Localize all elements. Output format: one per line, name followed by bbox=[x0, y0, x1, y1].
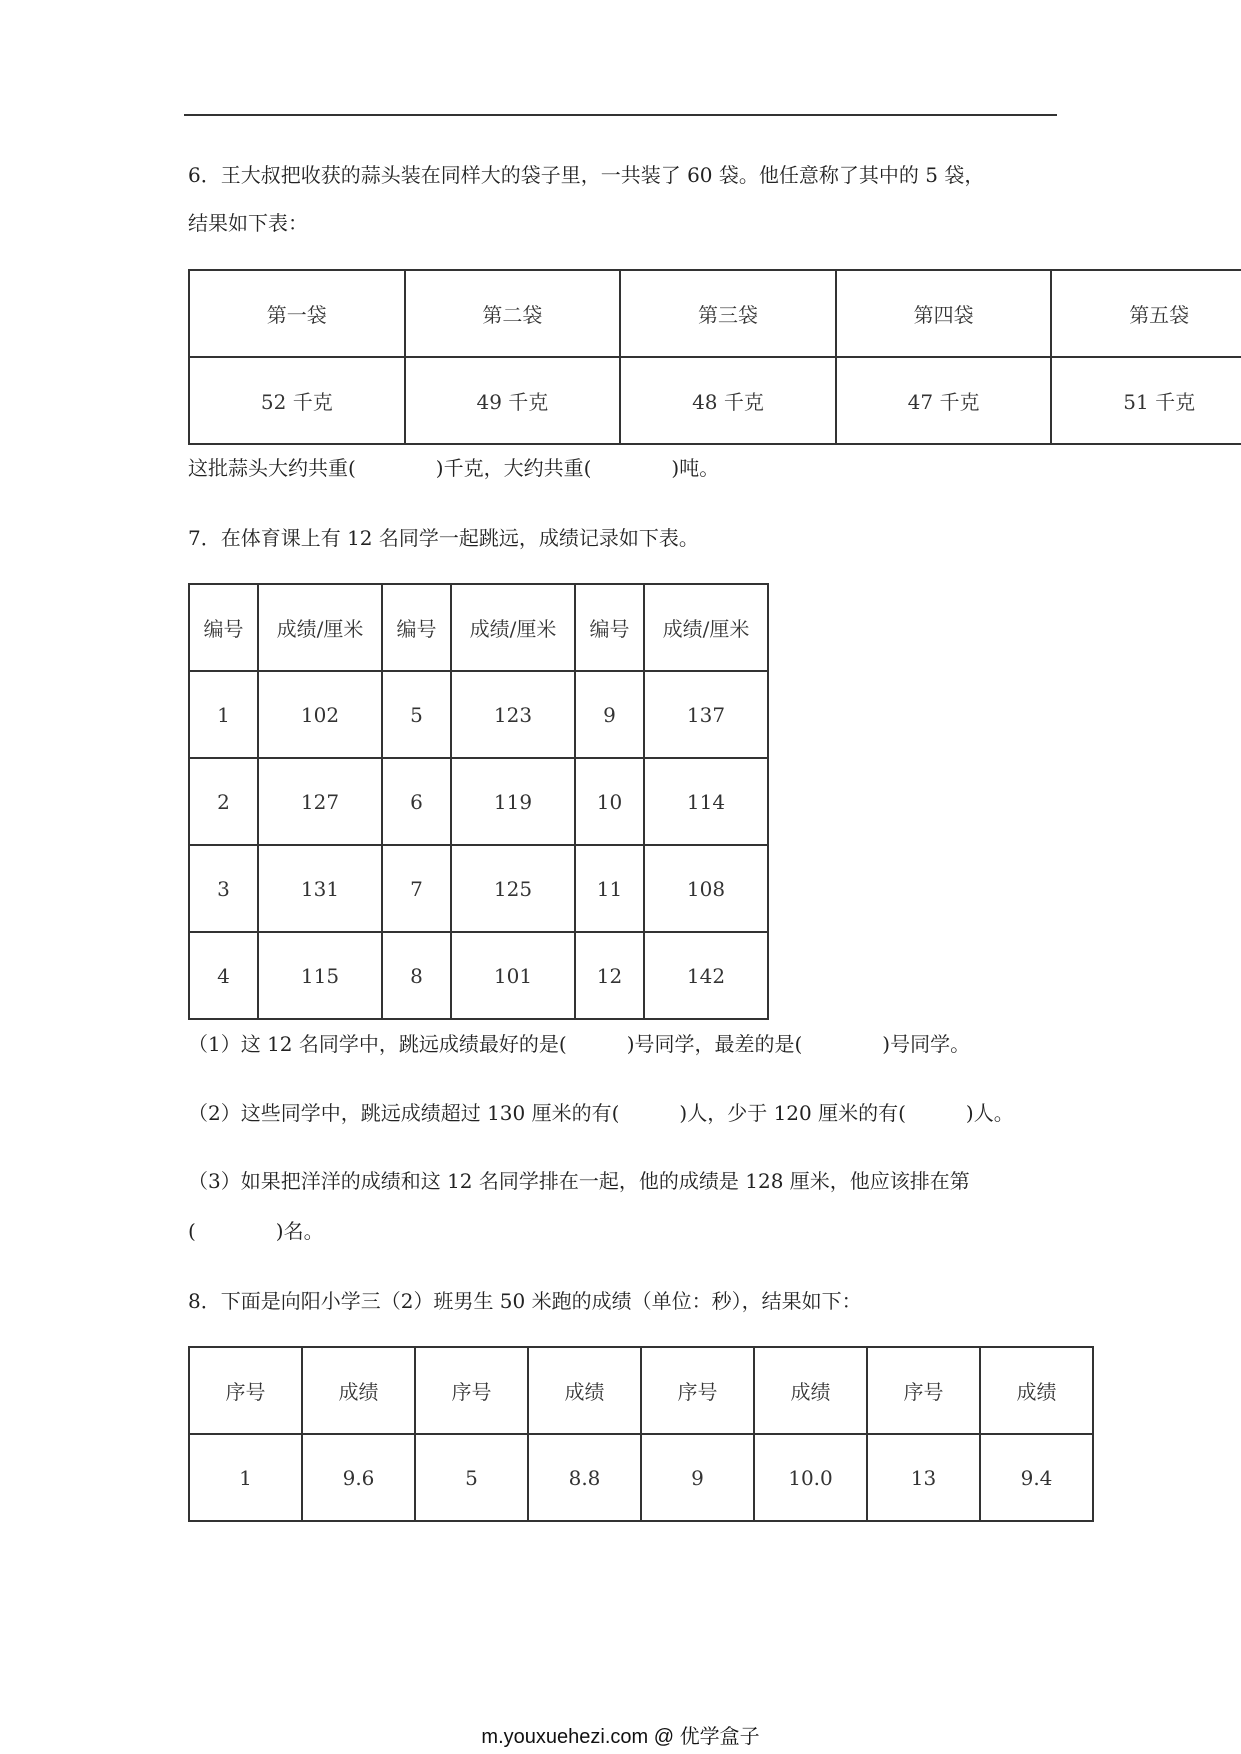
q7-cell: 2 bbox=[189, 758, 258, 845]
q7-table-row bbox=[189, 758, 768, 845]
q7-header-score: 成绩/厘米 bbox=[644, 584, 768, 671]
footer-watermark: m.youxuehezi.com @ 优学盒子 bbox=[481, 1726, 760, 1748]
q6-answer-line: 这批蒜头大约共重( )千克，大约共重( )吨。 bbox=[188, 456, 720, 480]
q8-cell: 8.8 bbox=[528, 1434, 641, 1521]
q7-header-score: 成绩/厘米 bbox=[258, 584, 382, 671]
q7-sub3-line2: ( )名。 bbox=[188, 1219, 324, 1243]
q8-cell: 9 bbox=[641, 1434, 754, 1521]
q8-intro: 8．下面是向阳小学三（2）班男生 50 米跑的成绩（单位：秒），结果如下： bbox=[188, 1289, 862, 1313]
q7-table bbox=[188, 583, 769, 1020]
q8-header-no: 序号 bbox=[641, 1347, 754, 1434]
q6-value-cell: 48 千克 bbox=[620, 357, 836, 444]
q6-header-cell: 第四袋 bbox=[836, 270, 1052, 357]
q7-cell: 115 bbox=[258, 932, 382, 1019]
q7-cell: 125 bbox=[451, 845, 575, 932]
q8-cell: 9.4 bbox=[980, 1434, 1093, 1521]
q7-cell: 6 bbox=[382, 758, 451, 845]
q7-cell: 1 bbox=[189, 671, 258, 758]
q7-cell: 10 bbox=[575, 758, 644, 845]
q7-sub2: （2）这些同学中，跳远成绩超过 130 厘米的有( )人，少于 120 厘米的有( )人。 bbox=[188, 1101, 1014, 1125]
q8-header-no: 序号 bbox=[867, 1347, 980, 1434]
q7-cell: 123 bbox=[451, 671, 575, 758]
q7-cell: 8 bbox=[382, 932, 451, 1019]
q7-cell: 131 bbox=[258, 845, 382, 932]
q8-cell: 9.6 bbox=[302, 1434, 415, 1521]
q6-table bbox=[188, 269, 1241, 445]
q7-table-row bbox=[189, 845, 768, 932]
q7-header-no: 编号 bbox=[575, 584, 644, 671]
q7-intro: 7．在体育课上有 12 名同学一起跳远，成绩记录如下表。 bbox=[188, 526, 699, 550]
q8-cell: 10.0 bbox=[754, 1434, 867, 1521]
q7-cell: 5 bbox=[382, 671, 451, 758]
q6-text-line2: 结果如下表： bbox=[188, 211, 308, 235]
q7-cell: 137 bbox=[644, 671, 768, 758]
q7-cell: 4 bbox=[189, 932, 258, 1019]
q7-header-no: 编号 bbox=[382, 584, 451, 671]
q7-sub3-line1: （3）如果把洋洋的成绩和这 12 名同学排在一起，他的成绩是 128 厘米，他应该排在第 bbox=[188, 1169, 970, 1193]
q6-header-cell: 第二袋 bbox=[405, 270, 621, 357]
q8-cell: 5 bbox=[415, 1434, 528, 1521]
q7-cell: 127 bbox=[258, 758, 382, 845]
q6-text-line1: 6．王大叔把收获的蒜头装在同样大的袋子里，一共装了 60 袋。他任意称了其中的 5 袋， bbox=[188, 163, 985, 187]
q6-value-cell: 52 千克 bbox=[189, 357, 405, 444]
q8-header-no: 序号 bbox=[189, 1347, 302, 1434]
header-rule bbox=[184, 114, 1057, 116]
q6-value-cell: 49 千克 bbox=[405, 357, 621, 444]
q7-cell: 3 bbox=[189, 845, 258, 932]
q8-header-score: 成绩 bbox=[302, 1347, 415, 1434]
q8-cell: 1 bbox=[189, 1434, 302, 1521]
q7-cell: 114 bbox=[644, 758, 768, 845]
q8-header-score: 成绩 bbox=[980, 1347, 1093, 1434]
q8-value-row bbox=[189, 1434, 1093, 1521]
q6-value-cell: 51 千克 bbox=[1051, 357, 1241, 444]
q7-table-row bbox=[189, 932, 768, 1019]
q7-cell: 12 bbox=[575, 932, 644, 1019]
q7-sub1: （1）这 12 名同学中，跳远成绩最好的是( )号同学，最差的是( )号同学。 bbox=[188, 1032, 971, 1056]
q8-header-score: 成绩 bbox=[528, 1347, 641, 1434]
q8-header-row bbox=[189, 1347, 1093, 1434]
q6-value-cell: 47 千克 bbox=[836, 357, 1052, 444]
q7-header-score: 成绩/厘米 bbox=[451, 584, 575, 671]
q8-cell: 13 bbox=[867, 1434, 980, 1521]
q7-header-row bbox=[189, 584, 768, 671]
q7-cell: 11 bbox=[575, 845, 644, 932]
q6-header-cell: 第一袋 bbox=[189, 270, 405, 357]
q7-cell: 119 bbox=[451, 758, 575, 845]
q7-table-row bbox=[189, 671, 768, 758]
q8-table bbox=[188, 1346, 1094, 1522]
q6-header-row bbox=[189, 270, 1241, 357]
q8-header-no: 序号 bbox=[415, 1347, 528, 1434]
q7-cell: 102 bbox=[258, 671, 382, 758]
q8-header-score: 成绩 bbox=[754, 1347, 867, 1434]
q7-cell: 108 bbox=[644, 845, 768, 932]
q7-cell: 7 bbox=[382, 845, 451, 932]
q6-header-cell: 第三袋 bbox=[620, 270, 836, 357]
q6-header-cell: 第五袋 bbox=[1051, 270, 1241, 357]
q6-value-row bbox=[189, 357, 1241, 444]
q7-header-no: 编号 bbox=[189, 584, 258, 671]
q7-cell: 142 bbox=[644, 932, 768, 1019]
q7-cell: 101 bbox=[451, 932, 575, 1019]
q7-cell: 9 bbox=[575, 671, 644, 758]
